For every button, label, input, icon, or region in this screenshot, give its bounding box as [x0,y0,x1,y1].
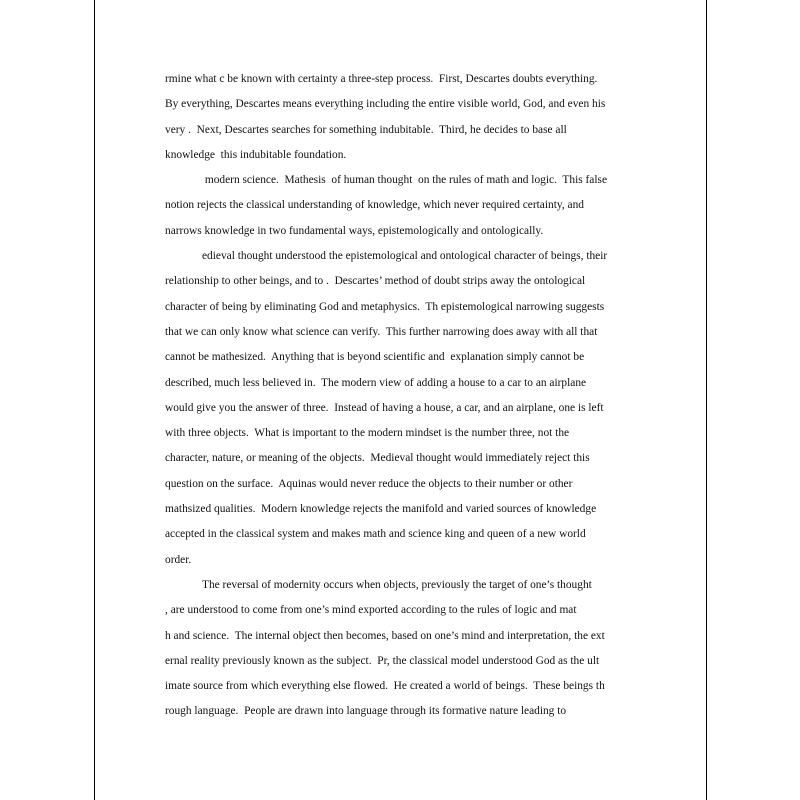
text-line: rmine what c be known with certainty a three-step process. First, Descartes doubts everything. [165,73,598,85]
text-line: that we can only know what science can verify. This further narrowing does away with all that [165,325,598,338]
text-line: The reversal of modernity occurs when objects, previously the target of one’s thought [202,578,592,591]
text-line: described, much less believed in. The modern view of adding a house to a car to an airplane [165,376,587,389]
text-line: knowledge this indubitable foundation. [165,148,347,161]
text-line: modern science. Mathesis of human thought on the rules of math and logic. This false [202,174,608,187]
text-line: with three objects. What is important to the modern mindset is the number three, not the [165,427,570,440]
text-line: character of being by eliminating God and metaphysics. Th epistemological narrowing suggests [165,300,605,313]
text-line: order. [165,553,192,566]
text-line: By everything, Descartes means everything including the entire visible world, God, and even his [165,98,606,111]
body-text [165,67,645,725]
text-line: mathsized qualities. Modern knowledge rejects the manifold and varied sources of knowledge [165,503,597,516]
text-line: would give you the answer of three. Instead of having a house, a car, and an airplane, one is left [165,401,604,414]
text-line: h and science. The internal object then becomes, based on one’s mind and interpretation, the ext [165,629,605,642]
text-line: ernal reality previously known as the subject. Pr, the classical model understood God as the ult [165,654,600,667]
text-line: character, nature, or meaning of the objects. Medieval thought would immediately reject this [165,452,590,465]
text-line: cannot be mathesized. Anything that is beyond scientific and explanation simply cannot be [165,351,585,364]
text-line: notion rejects the classical understanding of knowledge, which never required certainty, and [165,199,584,212]
text-line: rough language. People are drawn into language through its formative nature leading to [165,705,567,718]
text-line: very . Next, Descartes searches for something indubitable. Third, he decides to base all [165,123,567,136]
text-line: imate source from which everything else flowed. He created a world of beings. These beings th [165,680,605,693]
text-line: narrows knowledge in two fundamental ways, epistemologically and ontologically. [165,224,544,237]
text-line: accepted in the classical system and makes math and science king and queen of a new world [165,528,586,541]
text-line: edieval thought understood the epistemological and ontological character of beings, their [202,250,608,263]
text-line: question on the surface. Aquinas would never reduce the objects to their number or other [165,477,573,490]
text-line: relationship to other beings, and to . Descartes’ method of doubt strips away the ontological [165,275,586,288]
text-line: , are understood to come from one’s mind exported according to the rules of logic and mat [165,604,577,617]
document-page [94,0,707,800]
